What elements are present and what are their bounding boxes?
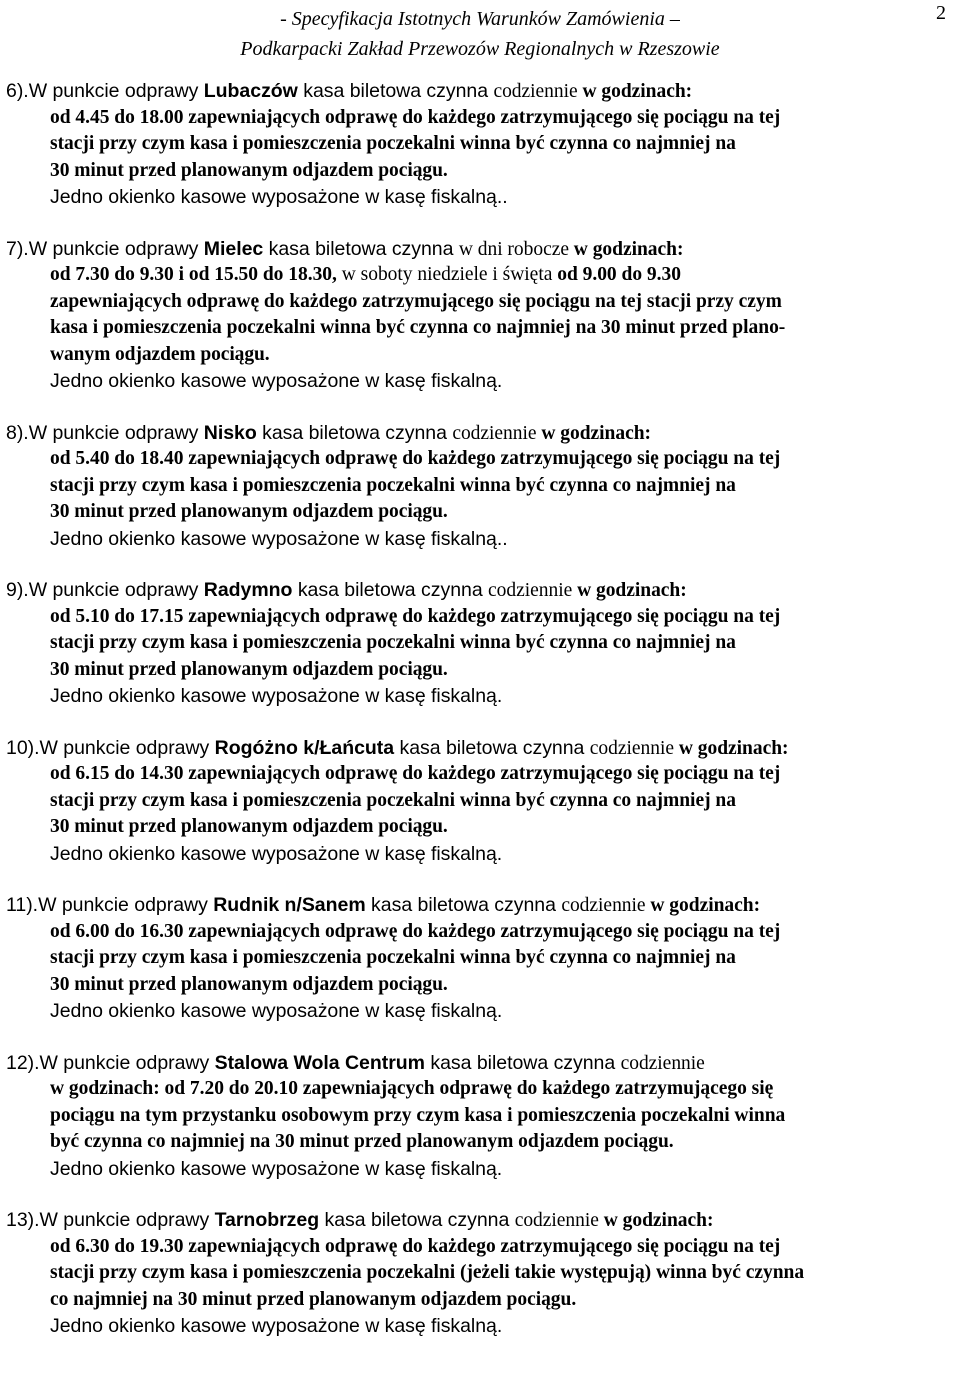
section-radymno (0, 577, 960, 710)
station-name: Rudnik n/Sanem (213, 894, 366, 916)
fiscal-note: Jedno okienko kasowe wyposażone w kasę fiskalną.. (50, 186, 508, 208)
fiscal-note: Jedno okienko kasowe wyposażone w kasę fiskalną. (50, 685, 503, 707)
section-lubaczow (0, 78, 960, 211)
fiscal-note: Jedno okienko kasowe wyposażone w kasę fiskalną. (50, 1315, 503, 1337)
body-line: stacji przy czym kasa i pomieszczenia poczekalni winna być czynna co najmniej na (50, 947, 736, 968)
hours-line: od 7.30 do 9.30 i od 15.50 do 18.30, w soboty niedziele i święta od 9.00 do 9.30 (50, 264, 681, 285)
body-line: od 5.10 do 17.15 zapewniających odprawę do każdego zatrzymującego się pociągu na tej (50, 605, 781, 627)
section-nisko (0, 420, 960, 553)
section-heading: 7).W punkcie odprawy Mielec kasa biletowa czynna w dni robocze w godzinach: (6, 237, 684, 260)
body-line: stacji przy czym kasa i pomieszczenia poczekalni winna być czynna co najmniej na (50, 474, 736, 496)
body-line: wanym odjazdem pociągu. (50, 343, 270, 365)
station-name: Lubaczów (203, 80, 298, 102)
section-rogozno (0, 735, 960, 868)
body-line: co najmniej na 30 minut przed planowanym odjazdem pociągu. (50, 1288, 577, 1310)
section-heading: 12).W punkcie odprawy Stalowa Wola Centrum kasa biletowa czynna codziennie (6, 1051, 705, 1074)
header-line-1: - Specyfikacja Istotnych Warunków Zamówienia – (280, 8, 680, 30)
section-tarnobrzeg (0, 1207, 960, 1340)
body-line: w godzinach: od 7.20 do 20.10 zapewniających odprawę do każdego zatrzymującego się (50, 1078, 774, 1099)
body-line: stacji przy czym kasa i pomieszczenia poczekalni winna być czynna co najmniej na (50, 133, 736, 154)
body-line: od 5.40 do 18.40 zapewniających odprawę do każdego zatrzymującego się pociągu na tej (50, 448, 781, 469)
section-heading: 13).W punkcie odprawy Tarnobrzeg kasa biletowa czynna codziennie w godzinach: (6, 1209, 714, 1231)
fiscal-note: Jedno okienko kasowe wyposażone w kasę fiskalną. (50, 1157, 503, 1180)
station-name: Nisko (203, 421, 257, 444)
body-line: od 6.30 do 19.30 zapewniających odprawę do każdego zatrzymującego się pociągu na tej (50, 1235, 781, 1257)
body-line: 30 minut przed planowanym odjazdem pociągu. (50, 501, 448, 522)
section-stalowa-wola (0, 1050, 960, 1183)
header-line-2: Podkarpacki Zakład Przewozów Regionalnych w Rzeszowie (240, 38, 720, 60)
station-name: Rogóżno k/Łańcuta (214, 736, 395, 759)
body-line: 30 minut przed planowanym odjazdem pociągu. (50, 159, 448, 181)
body-line: od 6.15 do 14.30 zapewniających odprawę do każdego zatrzymującego się pociągu na tej (50, 763, 781, 784)
section-heading: 10).W punkcie odprawy Rogóżno k/Łańcuta kasa biletowa czynna codziennie w godzinach: (6, 736, 789, 759)
body-line: 30 minut przed planowanym odjazdem pociągu. (50, 658, 448, 680)
fiscal-note: Jedno okienko kasowe wyposażone w kasę fiskalną. (50, 1000, 503, 1022)
body-line: być czynna co najmniej na 30 minut przed planowanym odjazdem pociągu. (50, 1131, 674, 1152)
body-line: pociągu na tym przystanku osobowym przy czym kasa i pomieszczenia poczekalni winna (50, 1104, 786, 1126)
body-line: stacji przy czym kasa i pomieszczenia poczekalni winna być czynna co najmniej na (50, 789, 736, 811)
section-heading: 9).W punkcie odprawy Radymno kasa biletowa czynna codziennie w godzinach: (6, 579, 687, 601)
fiscal-note: Jedno okienko kasowe wyposażone w kasę fiskalną. (50, 370, 503, 392)
page-header (0, 4, 960, 64)
document-body (0, 78, 960, 1365)
section-heading: 6).W punkcie odprawy Lubaczów kasa biletowa czynna codziennie w godzinach: (6, 80, 693, 102)
body-line: stacji przy czym kasa i pomieszczenia poczekalni (jeżeli takie występują) winna być czynna (50, 1262, 805, 1283)
fiscal-note: Jedno okienko kasowe wyposażone w kasę fiskalną.. (50, 527, 508, 550)
body-line: 30 minut przed planowanym odjazdem pociągu. (50, 816, 448, 837)
body-line: stacji przy czym kasa i pomieszczenia poczekalni winna być czynna co najmniej na (50, 632, 736, 653)
body-line: zapewniających odprawę do każdego zatrzymującego się pociągu na tej stacji przy czym (50, 290, 782, 312)
station-name: Tarnobrzeg (214, 1209, 320, 1231)
section-heading: 8).W punkcie odprawy Nisko kasa biletowa czynna codziennie w godzinach: (6, 421, 651, 444)
section-mielec (0, 236, 960, 395)
body-line: 30 minut przed planowanym odjazdem pociągu. (50, 973, 448, 995)
fiscal-note: Jedno okienko kasowe wyposażone w kasę fiskalną. (50, 842, 503, 865)
station-name: Mielec (203, 237, 264, 260)
body-line: od 6.00 do 16.30 zapewniających odprawę do każdego zatrzymującego się pociągu na tej (50, 920, 781, 942)
station-name: Radymno (203, 579, 293, 601)
body-line: od 4.45 do 18.00 zapewniających odprawę do każdego zatrzymującego się pociągu na tej (50, 106, 781, 128)
section-rudnik (0, 892, 960, 1025)
body-line: kasa i pomieszczenia poczekalni winna być czynna co najmniej na 30 minut przed plano- (50, 317, 786, 338)
page-number: 2 (936, 2, 946, 24)
section-heading: 11).W punkcie odprawy Rudnik n/Sanem kasa biletowa czynna codziennie w godzinach: (6, 894, 761, 916)
station-name: Stalowa Wola Centrum (214, 1051, 425, 1074)
